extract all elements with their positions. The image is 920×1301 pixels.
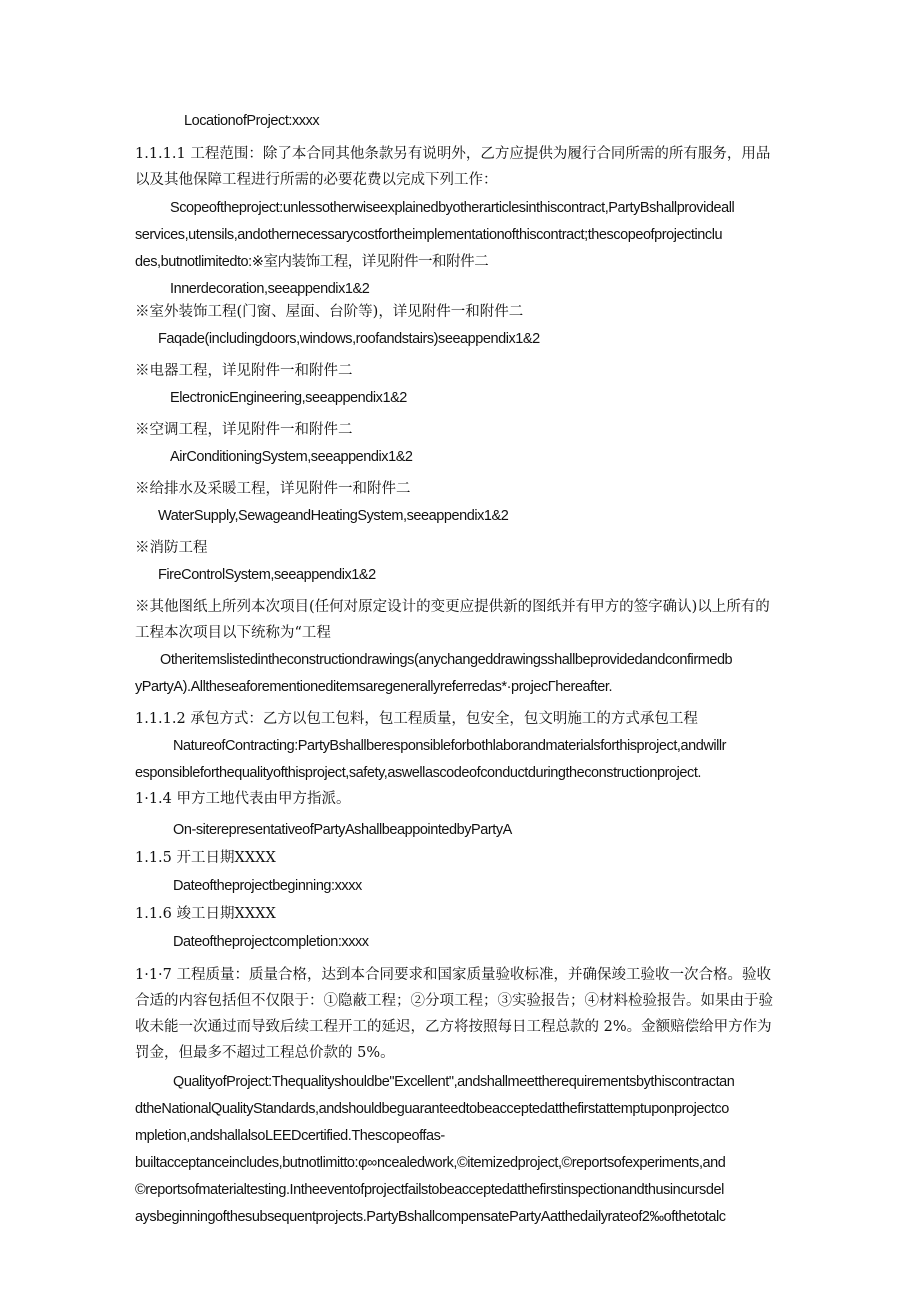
other-items-en-line1: Otheritemslistedintheconstructiondrawings(anychangeddrawingsshallbeprovidedandconfirmedb xyxy=(160,652,733,668)
water-en: WaterSupply,SewageandHeatingSystem,seeappendix1&2 xyxy=(158,508,509,524)
fire-en: FireControlSystem,seeappendix1&2 xyxy=(158,567,376,583)
clause-1-1-6-cn: 1.1.6 竣工日期XXXX xyxy=(135,906,276,922)
quality-en-line4: builtacceptanceincludes,butnotlimitto:φ∞ncealedwork,©itemizedproject,©reportsofexperiments,and xyxy=(135,1155,726,1171)
clause-1-1-7-cn-line4: 罚金，但最多不超过工程总价款的 5%。 xyxy=(135,1045,395,1061)
other-items-cn-line1: ※其他图纸上所列本次项目(任何对原定设计的变更应提供新的图纸并有甲方的签字确认)以上所有的 xyxy=(135,599,770,615)
facade-cn: ※室外装饰工程(门窗、屋面、台阶等)，详见附件一和附件二 xyxy=(135,304,524,320)
scope-en-line2: services,utensils,andothernecessarycostfortheimplementationofthiscontract;thescopeofprojectinclu xyxy=(135,227,723,243)
inner-decoration-en: Innerdecoration,seeappendix1&2 xyxy=(170,281,370,297)
fire-cn: ※消防工程 xyxy=(135,540,208,556)
clause-1-1-7-cn-line1: 1·1·7 工程质量：质量合格，达到本合同要求和国家质量验收标准，并确保竣工验收一次合格。验收 xyxy=(135,967,771,983)
clause-1-1-5-cn: 1.1.5 开工日期XXXX xyxy=(135,850,276,866)
quality-en-line5: ©reportsofmaterialtesting.Intheeventofprojectfailstobeacceptedatthefirstinspectionandthusincursdel xyxy=(135,1182,724,1198)
scope-en-line3: des,butnotlimitedto:※室内装饰工程，详见附件一和附件二 xyxy=(135,254,489,270)
quality-en-line1: QualityofProject:Thequalityshouldbe"Excellent",andshallmeettherequirementsbythiscontractan xyxy=(173,1074,735,1090)
clause-1-1-5-en: Dateoftheprojectbeginning:xxxx xyxy=(173,878,362,894)
clause-1-1-4-en: On-siterepresentativeofPartyAshallbeappointedbyPartyA xyxy=(173,822,512,838)
quality-en-line2: dtheNationalQualityStandards,andshouldbeguaranteedtobeacceptedatthefirstattemptuponprojectco xyxy=(135,1101,729,1117)
clause-1-1-1-1-line1: 1.1.1.1 工程范围：除了本合同其他条款另有说明外，乙方应提供为履行合同所需的所有服务，用品 xyxy=(135,146,771,162)
clause-1-1-1-1-line2: 以及其他保障工程进行所需的必要花费以完成下列工作： xyxy=(135,172,498,188)
facade-en: Faqade(includingdoors,windows,roofandstairs)seeappendix1&2 xyxy=(158,331,540,347)
quality-en-line3: mpletion,andshallalsoLEEDcertified.Thescopeoffas- xyxy=(135,1128,445,1144)
clause-1-1-6-en: Dateoftheprojectcompletion:xxxx xyxy=(173,934,369,950)
contracting-en-line1: NatureofContracting:PartyBshallberesponsibleforbothlaborandmaterialsforthisproject,andwillr xyxy=(173,738,727,754)
water-cn: ※给排水及采暖工程，详见附件一和附件二 xyxy=(135,481,411,497)
electric-cn: ※电器工程，详见附件一和附件二 xyxy=(135,363,353,379)
quality-en-line6: aysbeginningofthesubsequentprojects.PartyBshallcompensatePartyAatthedailyrateof2‰ofthetotalc xyxy=(135,1209,726,1225)
clause-1-1-4-cn: 1·1.4 甲方工地代表由甲方指派。 xyxy=(135,791,351,807)
clause-1-1-1-2-cn: 1.1.1.2 承包方式：乙方以包工包料，包工程质量，包安全，包文明施工的方式承包工程 xyxy=(135,711,698,727)
clause-1-1-7-cn-line2: 合适的内容包括但不仅限于：①隐蔽工程；②分项工程；③实验报告；④材料检验报告。如果由于验 xyxy=(135,993,773,1009)
aircon-en: AirConditioningSystem,seeappendix1&2 xyxy=(170,449,413,465)
clause-1-1-7-cn-line3: 收未能一次通过而导致后续工程开工的延迟，乙方将按照每日工程总款的 2%。金额赔偿给甲方作为 xyxy=(135,1019,772,1035)
scope-en-line1: Scopeoftheproject:unlessotherwiseexplainedbyotherarticlesinthiscontract,PartyBshallprovideall xyxy=(170,200,735,216)
other-items-en-line2: yPartyA).Alltheseaforementioneditemsaregenerallyreferredas*·projecΓhereafter. xyxy=(135,679,613,695)
other-items-cn-line2: 工程本次项目以下统称为“工程 xyxy=(135,625,331,641)
aircon-cn: ※空调工程，详见附件一和附件二 xyxy=(135,422,353,438)
electric-en: ElectronicEngineering,seeappendix1&2 xyxy=(170,390,407,406)
location-line: LocationofProject:xxxx xyxy=(184,113,320,129)
contracting-en-line2: esponsibleforthequalityofthisproject,safety,aswellascodeofconductduringtheconstructionproject. xyxy=(135,765,701,781)
